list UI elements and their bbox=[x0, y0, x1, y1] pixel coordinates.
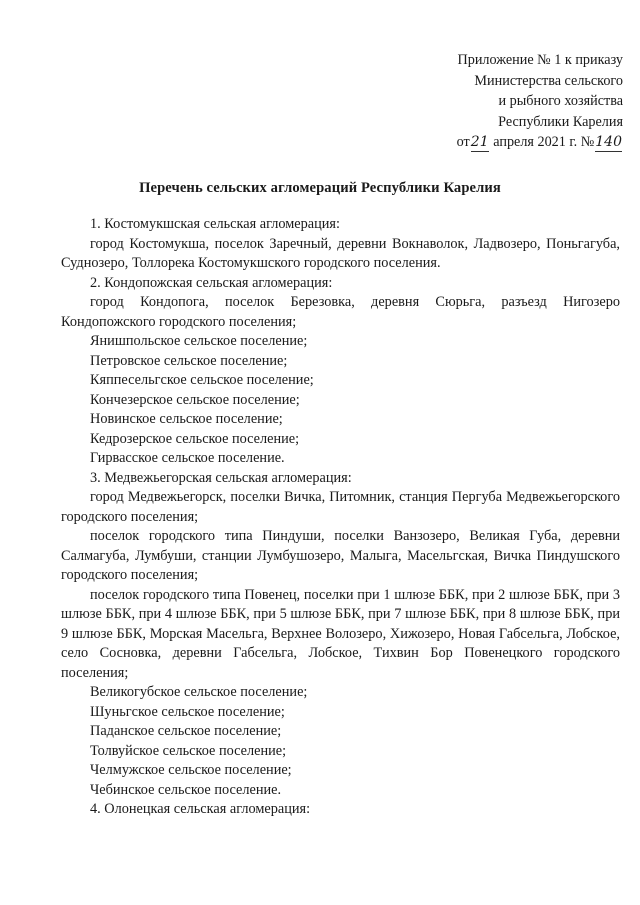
paragraph-19: Толвуйское сельское поселение; bbox=[90, 742, 287, 759]
document-title: Перечень сельских агломераций Республики Карелия bbox=[139, 180, 501, 196]
paragraph-9: Новинское сельское поселение; bbox=[90, 411, 283, 427]
paragraph-12: 3. Медвежьегорская сельская агломерация: bbox=[90, 469, 352, 486]
paragraph-10: Кедрозерское сельское поселение; bbox=[90, 430, 300, 447]
paragraph-2: город Костомукша, поселок Заречный, деревни Вокнаволок, Ладвозеро, Поньгагуба, Суднозеро, Толлорека Костомукшского городского поселения. bbox=[61, 235, 620, 271]
date-middle: апреля 2021 г. № bbox=[493, 134, 595, 150]
paragraph-14: поселок городского типа Пиндуши, поселки Ванзозеро, Великая Губа, деревни Салмагуба, Лумбуши, станции Лумбушозеро, Малыга, Масельгская, Вичка Пиндушского городского поселения; bbox=[61, 528, 620, 583]
paragraph-15: поселок городского типа Повенец, поселки при 1 шлюзе ББК, при 2 шлюзе ББК, при 3 шлюзе ББК, при 4 шлюзе ББК, при 5 шлюзе ББК, при 7 шлюзе ББК, при 8 шлюзе ББК, при 9 шлюзе ББК, Морская Масельга, Верхнее Волозеро, Хижозеро, Новая Габсельга, Лобское, село Сосновка, деревни Габсельга, Лобское, Тихвин Бор Повенецкого городского поселения; bbox=[61, 586, 620, 681]
paragraph-7: Кяппесельгское сельское поселение; bbox=[90, 372, 314, 388]
paragraph-22: 4. Олонецкая сельская агломерация: bbox=[90, 801, 311, 817]
paragraph-8: Кончезерское сельское поселение; bbox=[90, 391, 300, 408]
paragraph-20: Челмужское сельское поселение; bbox=[90, 762, 292, 778]
paragraph-21: Чебинское сельское поселение. bbox=[90, 781, 282, 798]
date-prefix: от bbox=[456, 134, 470, 150]
appendix-line-3: и рыбного хозяйства bbox=[498, 93, 623, 109]
paragraph-18: Паданское сельское поселение; bbox=[90, 723, 282, 739]
paragraph-17: Шуньгское сельское поселение; bbox=[90, 703, 285, 720]
paragraph-11: Гирвасское сельское поселение. bbox=[90, 450, 285, 466]
appendix-line-1: Приложение № 1 к приказу bbox=[457, 52, 623, 68]
appendix-header bbox=[363, 50, 623, 153]
appendix-date-line bbox=[363, 132, 623, 153]
document-body bbox=[61, 215, 620, 820]
handwritten-number: 140 bbox=[595, 134, 622, 150]
paragraph-1: 1. Костомукшская сельская агломерация: bbox=[90, 216, 340, 232]
appendix-line-4: Республики Карелия bbox=[498, 113, 623, 130]
paragraph-4: город Кондопога, поселок Березовка, деревня Сюрьга, разъезд Нигозеро Кондопожского городского поселения; bbox=[61, 294, 620, 330]
paragraph-16: Великогубское сельское поселение; bbox=[90, 684, 308, 700]
handwritten-day: 21 bbox=[470, 134, 489, 150]
paragraph-6: Петровское сельское поселение; bbox=[90, 352, 288, 369]
paragraph-3: 2. Кондопожская сельская агломерация: bbox=[90, 274, 333, 291]
appendix-line-2: Министерства сельского bbox=[474, 72, 623, 89]
paragraph-5: Янишпольское сельское поселение; bbox=[90, 333, 308, 349]
paragraph-13: город Медвежьегорск, поселки Вичка, Питомник, станция Пергуба Медвежьегорского городского поселения; bbox=[61, 489, 620, 525]
